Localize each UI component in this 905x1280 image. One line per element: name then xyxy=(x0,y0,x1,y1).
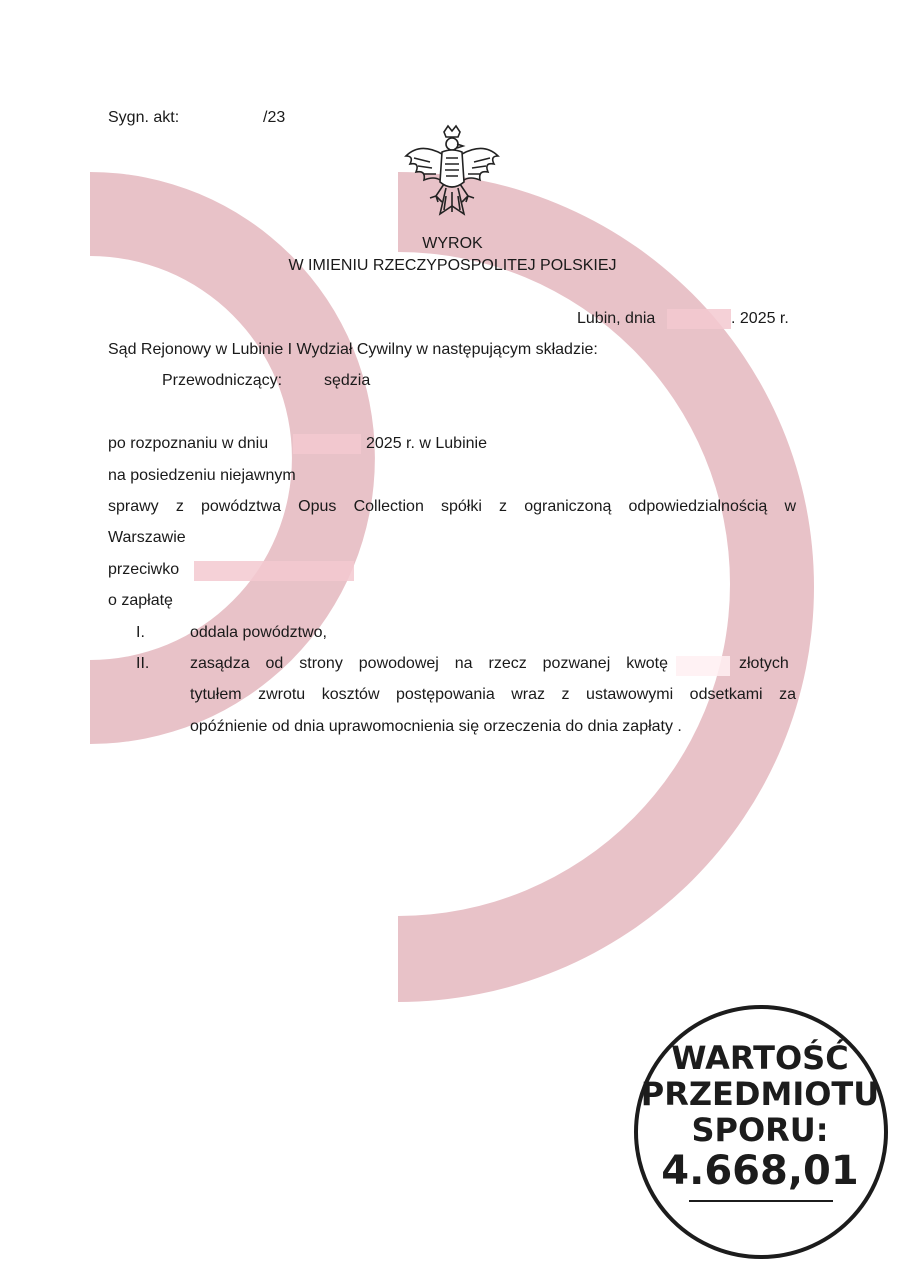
watermark-right-arc xyxy=(398,172,814,1002)
hearing-prefix: po rozpoznaniu w dniu xyxy=(108,435,269,452)
case-number-suffix: /23 xyxy=(263,109,286,126)
date-suffix: . 2025 r. xyxy=(731,310,789,327)
judgment-title: WYROK xyxy=(422,235,483,252)
stamp-amount: 4.668,01 xyxy=(661,1148,859,1194)
ruling-text: złotych xyxy=(739,655,789,672)
date-redaction xyxy=(667,309,731,329)
judgment-subtitle: W IMIENIU RZECZYPOSPOLITEJ POLSKIEJ xyxy=(288,257,617,274)
case-description-line1: sprawy z powództwa Opus Collection spółki z ograniczoną odpowiedzialnością w xyxy=(108,498,796,515)
date-prefix: Lubin, dnia xyxy=(577,310,656,327)
polish-eagle-icon xyxy=(400,122,504,226)
case-number-label: Sygn. akt: xyxy=(108,109,180,126)
ruling-text: tytułem zwrotu kosztów postępowania wraz z ustawowymi odsetkami za xyxy=(190,686,796,703)
against-label: przeciwko xyxy=(108,561,180,578)
session-type: na posiedzeniu niejawnym xyxy=(108,467,296,484)
ruling-text: opóźnienie od dnia uprawomocnienia się orzeczenia do dnia zapłaty . xyxy=(190,718,682,735)
ruling-number: I. xyxy=(136,624,145,641)
stamp-line-3: SPORU: xyxy=(691,1111,829,1149)
presiding-label: Przewodniczący: xyxy=(162,372,283,389)
ruling-text: oddala powództwo, xyxy=(190,624,327,641)
presiding-value: sędzia xyxy=(324,372,371,389)
court-composition: Sąd Rejonowy w Lubinie I Wydział Cywilny w następującym składzie: xyxy=(108,341,598,358)
case-description-line2: Warszawie xyxy=(108,529,186,546)
defendant-redaction xyxy=(194,561,354,581)
amount-redaction xyxy=(676,656,730,676)
stamp-line-1: WARTOŚĆ xyxy=(671,1039,849,1077)
ruling-number: II. xyxy=(136,655,150,672)
hearing-suffix: 2025 r. w Lubinie xyxy=(366,435,487,452)
stamp-line-2: PRZEDMIOTU xyxy=(640,1075,880,1113)
case-subject: o zapłatę xyxy=(108,592,173,609)
ruling-text: zasądza od strony powodowej na rzecz pozwanej kwotę xyxy=(190,655,668,672)
hearing-date-redaction xyxy=(293,434,361,454)
